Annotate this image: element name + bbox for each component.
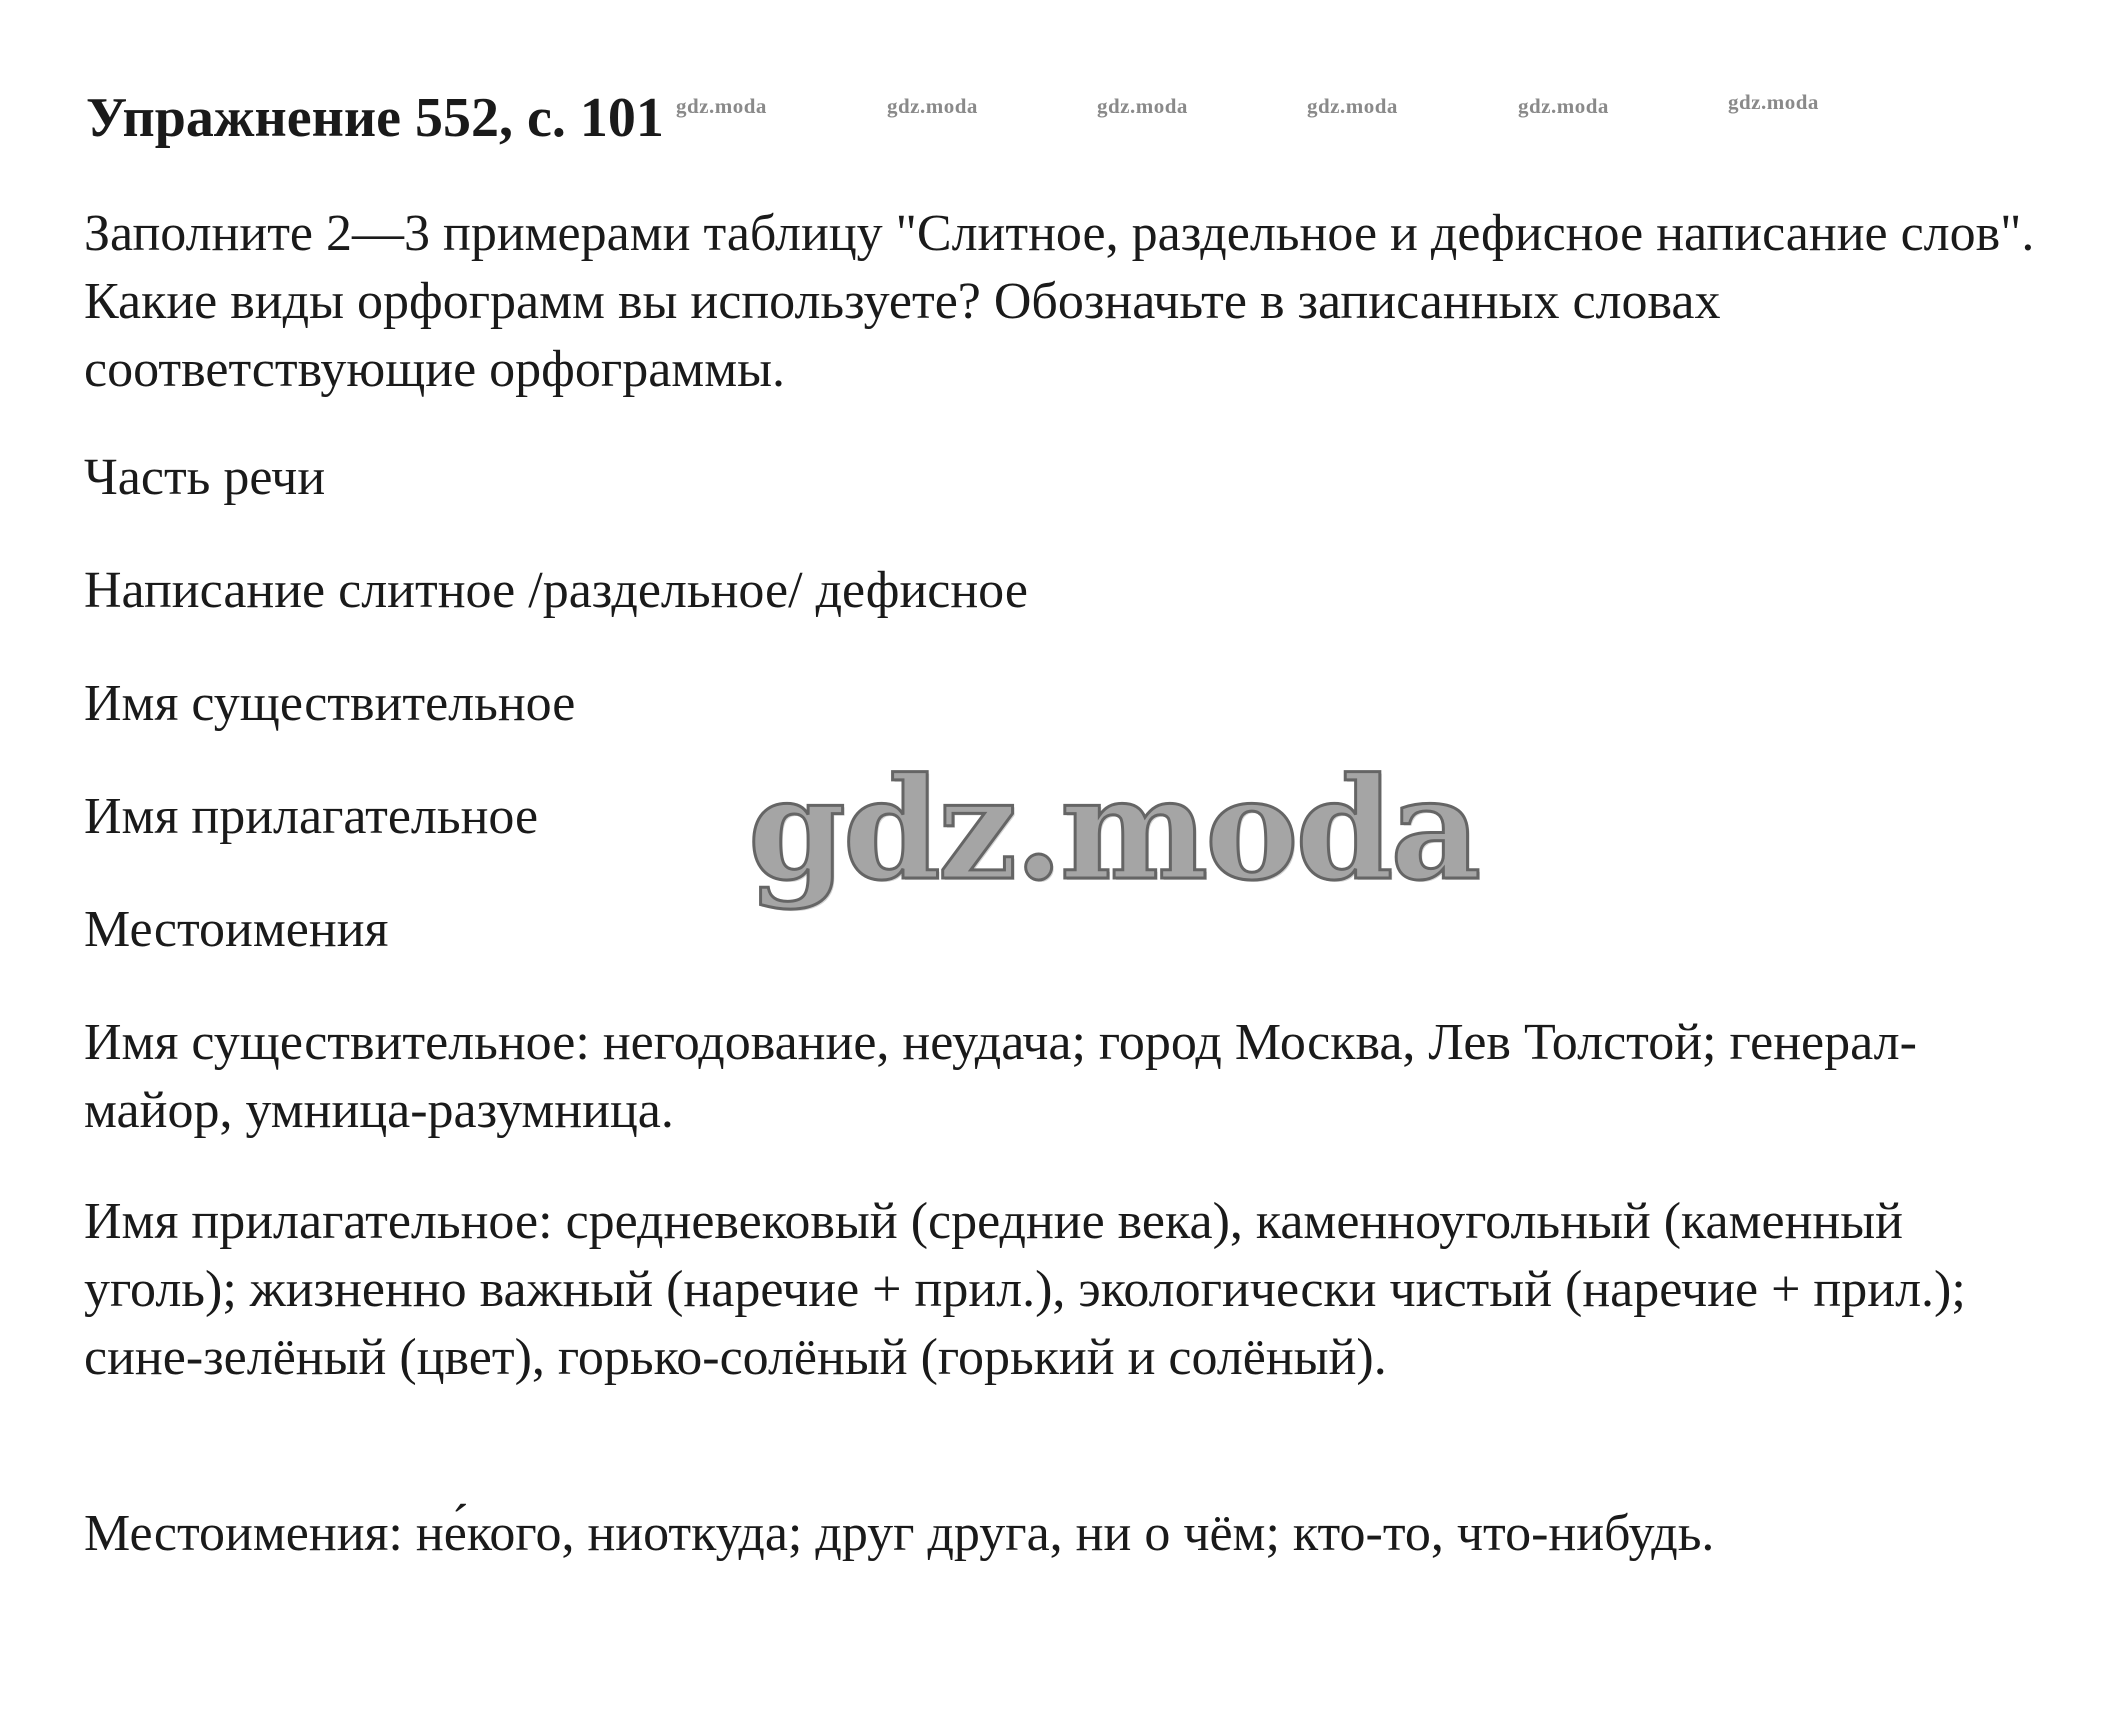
- exercise-title: Упражнение 552, с. 101: [86, 87, 664, 149]
- answer-pronoun: Местоимения: не́кого, ниоткуда; друг друга, ни о чём; кто-то, что-нибудь.: [84, 1505, 1715, 1562]
- table-header-spelling: Написание слитное /раздельное/ дефисное: [84, 562, 1028, 619]
- watermark-small-6: gdz.moda: [1728, 90, 1819, 114]
- table-row-noun: Имя существительное: [84, 675, 576, 732]
- watermark-small-4: gdz.moda: [1307, 94, 1398, 118]
- answer-noun: Имя существительное: негодование, неудача; город Москва, Лев Толстой; генерал-майор, умница-разумница.: [84, 1014, 1917, 1139]
- watermark-small-2: gdz.moda: [887, 94, 978, 118]
- table-row-pronoun: Местоимения: [84, 901, 389, 958]
- watermark-small-3: gdz.moda: [1097, 94, 1188, 118]
- task-text: Заполните 2—3 примерами таблицу "Слитное, раздельное и дефисное написание слов". Какие виды орфограмм вы используете? Обозначьте в записанных словах соответствующие орфограммы.: [84, 205, 2035, 398]
- answer-adjective: Имя прилагательное: средневековый (средние века), каменноугольный (каменный уголь); жизненно важный (наречие + прил.), экологически чистый (наречие + прил.); сине-зелёный (цвет), горько-солёный (горький и солёный).: [84, 1193, 1966, 1386]
- table-header-part-of-speech: Часть речи: [84, 449, 326, 506]
- watermark-small-5: gdz.moda: [1518, 94, 1609, 118]
- table-row-adjective: Имя прилагательное: [84, 788, 539, 845]
- watermark-small-1: gdz.moda: [676, 94, 767, 118]
- watermark-center: gdz.moda: [748, 748, 1479, 912]
